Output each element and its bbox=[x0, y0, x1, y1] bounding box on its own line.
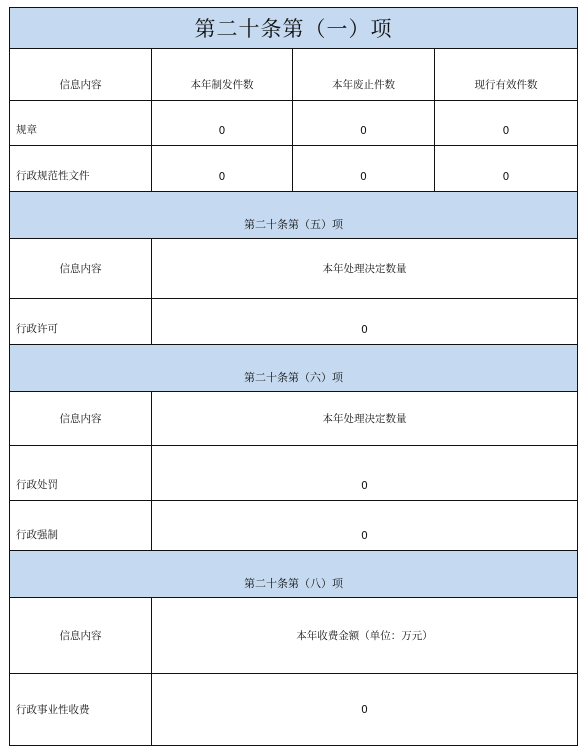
cell-value: 0 bbox=[152, 446, 578, 501]
row-label-admin-coercion: 行政强制 bbox=[10, 501, 152, 551]
row-label-admin-penalty: 行政处罚 bbox=[10, 446, 152, 501]
header-valid-count: 现行有效件数 bbox=[435, 49, 578, 101]
cell-value: 0 bbox=[152, 674, 578, 746]
disclosure-table bbox=[9, 7, 578, 746]
row-label-rules: 规章 bbox=[10, 101, 152, 146]
table-row bbox=[10, 674, 578, 746]
cell-value: 0 bbox=[152, 101, 293, 146]
table-row bbox=[10, 101, 578, 146]
table-row bbox=[10, 299, 578, 345]
header-fee-amount: 本年收费金额（单位：万元） bbox=[152, 598, 578, 674]
cell-value: 0 bbox=[435, 101, 578, 146]
cell-value: 0 bbox=[152, 299, 578, 345]
section-2-header-row bbox=[10, 239, 578, 299]
section-4-header-row bbox=[10, 598, 578, 674]
row-label-normative-docs: 行政规范性文件 bbox=[10, 146, 152, 192]
table-row bbox=[10, 501, 578, 551]
row-label-admin-permit: 行政许可 bbox=[10, 299, 152, 345]
table-row bbox=[10, 446, 578, 501]
cell-value: 0 bbox=[152, 146, 293, 192]
section-1-title-row bbox=[10, 8, 578, 49]
header-info-content: 信息内容 bbox=[10, 239, 152, 299]
section-3-title-row bbox=[10, 345, 578, 392]
header-decision-count: 本年处理决定数量 bbox=[152, 392, 578, 446]
header-info-content: 信息内容 bbox=[10, 598, 152, 674]
cell-value: 0 bbox=[293, 101, 435, 146]
section-2-title-row bbox=[10, 192, 578, 239]
table-row bbox=[10, 146, 578, 192]
row-label-admin-fees: 行政事业性收费 bbox=[10, 674, 152, 746]
cell-value: 0 bbox=[293, 146, 435, 192]
section-2-title: 第二十条第（五）项 bbox=[10, 192, 578, 239]
header-abolished-count: 本年废止件数 bbox=[293, 49, 435, 101]
disclosure-sheet bbox=[9, 7, 577, 746]
section-1-title: 第二十条第（一）项 bbox=[10, 8, 578, 49]
header-info-content: 信息内容 bbox=[10, 392, 152, 446]
header-info-content: 信息内容 bbox=[10, 49, 152, 101]
section-3-header-row bbox=[10, 392, 578, 446]
section-4-title-row bbox=[10, 551, 578, 598]
header-decision-count: 本年处理决定数量 bbox=[152, 239, 578, 299]
cell-value: 0 bbox=[435, 146, 578, 192]
section-4-title: 第二十条第（八）项 bbox=[10, 551, 578, 598]
header-issued-count: 本年制发件数 bbox=[152, 49, 293, 101]
section-3-title: 第二十条第（六）项 bbox=[10, 345, 578, 392]
section-1-header-row bbox=[10, 49, 578, 101]
cell-value: 0 bbox=[152, 501, 578, 551]
